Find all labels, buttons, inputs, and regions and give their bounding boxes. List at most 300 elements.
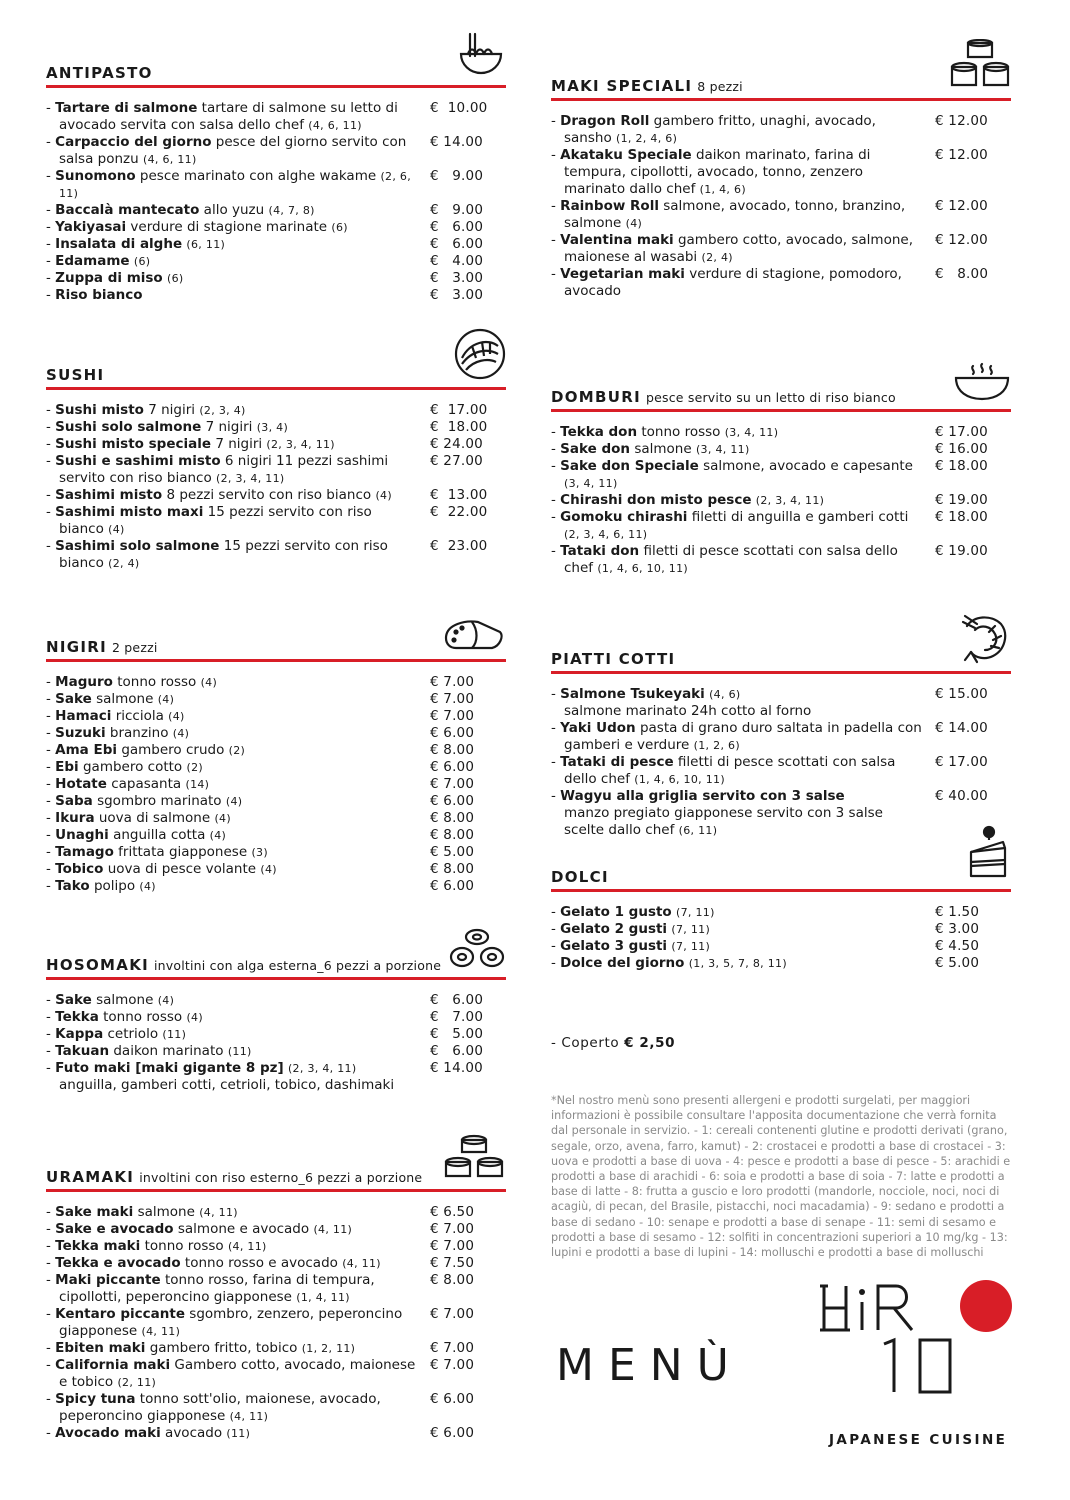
- item-allergens: (1, 4, 6, 10, 11): [597, 562, 688, 575]
- menu-item: [551, 509, 1011, 543]
- item-name: Rainbow Roll: [560, 198, 659, 214]
- menu-item: [46, 453, 506, 487]
- item-allergens: (1, 3, 5, 7, 8, 11): [688, 957, 787, 970]
- nigiri-icon: [442, 616, 506, 656]
- section-title: ANTIPASTO: [46, 64, 153, 82]
- item-list: [46, 992, 506, 1094]
- item-name: Ama Ebi: [55, 742, 118, 758]
- item-description: salmone, avocado, tonno, branzino, salmone: [564, 198, 906, 231]
- item-allergens: (11): [226, 1427, 251, 1440]
- item-price: € 6.00: [430, 878, 475, 894]
- item-price: € 14.00: [935, 720, 988, 736]
- item-description: Gambero cotto, avocado, maionese e tobico: [59, 1357, 416, 1390]
- menu-item-text: - Yakiyasai verdure di stagione marinate (6): [46, 219, 348, 235]
- item-allergens: (4): [225, 795, 243, 808]
- menu-item: [551, 147, 1011, 198]
- item-name: Tekka don: [560, 424, 638, 440]
- item-price: € 8.00: [430, 742, 475, 758]
- item-name: Sushi e sashimi misto: [55, 453, 221, 469]
- item-price: € 5.00: [430, 1026, 484, 1042]
- item-description: verdure di stagione marinate: [130, 219, 328, 235]
- item-list: [551, 904, 1011, 972]
- item-allergens: (4, 11): [227, 1240, 267, 1253]
- item-price: € 9.00: [430, 168, 484, 184]
- menu-item-text: - Kappa cetriolo (11): [46, 1026, 187, 1042]
- item-price: € 12.00: [935, 198, 988, 214]
- menu-item-text: - Vegetarian maki verdure di stagione, pomodoro, avocado: [551, 266, 902, 299]
- section-title: PIATTI COTTI: [551, 650, 676, 668]
- menu-item: [46, 1026, 506, 1043]
- shrimp-icon: [961, 612, 1011, 668]
- item-name: Gelato 3 gusti: [560, 938, 668, 954]
- item-description: pesce marinato con alghe wakame: [139, 168, 377, 184]
- item-description: uova di salmone: [98, 810, 211, 826]
- item-price: € 7.00: [430, 1009, 484, 1025]
- item-allergens: (4): [260, 863, 277, 876]
- item-allergens: (11): [227, 1045, 252, 1058]
- item-allergens: (2, 3, 4, 11): [755, 494, 825, 507]
- item-description: cetriolo: [107, 1026, 159, 1042]
- item-price: € 8.00: [935, 266, 989, 282]
- section-divider: [46, 1189, 506, 1192]
- item-name: Hamaci: [55, 708, 112, 724]
- section-header: [46, 1152, 506, 1192]
- item-price: € 7.00: [430, 776, 475, 792]
- menu-item: [551, 232, 1011, 266]
- item-allergens: (4, 6, 11): [142, 153, 197, 166]
- menu-item-text: - Insalata di alghe (6, 11): [46, 236, 226, 252]
- item-allergens: (1, 2, 11): [301, 1342, 356, 1355]
- menu-item: [551, 266, 1011, 300]
- item-price: € 12.00: [935, 147, 988, 163]
- item-name: Sake maki: [55, 1204, 134, 1220]
- menu-item: [551, 938, 1011, 955]
- item-name: Tekka maki: [55, 1238, 141, 1254]
- section-header: [46, 350, 506, 390]
- item-description: gambero cotto: [82, 759, 183, 775]
- item-price: € 10.00: [430, 100, 488, 116]
- section-title: HOSOMAKI involtini con alga esterna_6 pezzi a porzione: [46, 956, 442, 974]
- item-allergens: (4, 6): [709, 688, 741, 701]
- item-name: Edamame: [55, 253, 130, 269]
- item-allergens: (4, 11): [199, 1206, 238, 1219]
- section-header: [46, 940, 506, 980]
- item-price: € 18.00: [935, 458, 988, 474]
- menu-item-text: - Rainbow Roll salmone, avocado, tonno, branzino, salmone (4): [551, 198, 906, 231]
- item-description: allo yuzu: [203, 202, 265, 218]
- menu-item-text: - Sake salmone (4): [46, 691, 175, 707]
- item-price: € 15.00: [935, 686, 988, 702]
- item-price: € 14.00: [430, 134, 483, 150]
- menu-item: [46, 402, 506, 419]
- item-description: salmone: [137, 1204, 195, 1220]
- section-title: DOLCI: [551, 868, 609, 886]
- menu-item-text: - Salmone Tsukeyaki (4, 6) salmone marinato 24h cotto al forno: [551, 686, 812, 719]
- menu-item: [46, 1204, 506, 1221]
- menu-item: [46, 436, 506, 453]
- item-name: Sashimi misto maxi: [55, 504, 204, 520]
- item-description: sgombro, zenzero, peperoncino giapponese: [59, 1306, 403, 1339]
- item-allergens: (4, 11): [229, 1410, 269, 1423]
- item-allergens: (6): [133, 255, 151, 268]
- menu-item: [46, 168, 506, 202]
- menu-item: [46, 270, 506, 287]
- item-price: € 5.00: [430, 844, 475, 860]
- section-divider: [46, 659, 506, 662]
- menu-item: [46, 878, 506, 895]
- item-description: pesce del giorno servito con salsa ponzu: [59, 134, 407, 167]
- item-list: [551, 424, 1011, 577]
- item-price: € 3.00: [430, 287, 484, 303]
- section-divider: [551, 409, 1011, 412]
- item-price: € 7.00: [430, 1306, 475, 1322]
- item-name: Maguro: [55, 674, 113, 690]
- menu-item-text: - Tekka don tonno rosso (3, 4, 11): [551, 424, 779, 440]
- item-allergens: (4, 11): [313, 1223, 353, 1236]
- menu-item: [46, 100, 506, 134]
- section-divider: [551, 889, 1011, 892]
- menu-item: [551, 424, 1011, 441]
- item-description: salmone: [96, 691, 154, 707]
- menu-item-text: - Futo maki [maki gigante 8 pz] (2, 3, 4, 11) anguilla, gamberi cotti, cetrioli, tobico, dashimaki: [46, 1060, 395, 1093]
- menu-item-text: - Spicy tuna tonno sott'olio, maionese, avocado, peperoncino giapponese (4, 11): [46, 1391, 381, 1424]
- menu-item: [46, 1306, 506, 1340]
- menu-item: [46, 1391, 506, 1425]
- section-header: [46, 48, 506, 88]
- menu-item: [46, 691, 506, 708]
- item-price: € 7.00: [430, 1238, 475, 1254]
- item-list: [46, 1204, 506, 1442]
- section-title: DOMBURI pesce servito su un letto di riso bianco: [551, 388, 896, 406]
- item-allergens: (4): [108, 523, 125, 536]
- menu-item-text: - Valentina maki gambero cotto, avocado, salmone, maionese al wasabi (2, 4): [551, 232, 913, 265]
- item-name: Tataki don: [560, 543, 640, 559]
- menu-item: [551, 921, 1011, 938]
- menu-item-text: - Ikura uova di salmone (4): [46, 810, 231, 826]
- item-price: € 7.00: [430, 691, 475, 707]
- item-name: Ikura: [55, 810, 95, 826]
- item-allergens: (2, 4): [108, 557, 140, 570]
- item-name: Gomoku chirashi: [560, 509, 688, 525]
- menu-item-text: - Maguro tonno rosso (4): [46, 674, 218, 690]
- item-allergens: (2, 3, 4, 11): [266, 438, 335, 451]
- menu-item-text: - Hamaci ricciola (4): [46, 708, 185, 724]
- item-name: Sushi solo salmone: [55, 419, 202, 435]
- item-price: € 3.00: [430, 270, 484, 286]
- item-name: Sashimi misto: [55, 487, 163, 503]
- item-description: avocado: [165, 1425, 223, 1441]
- menu-item-text: - Chirashi don misto pesce (2, 3, 4, 11): [551, 492, 825, 508]
- item-allergens: (2, 3, 4, 11): [287, 1062, 357, 1075]
- item-name: Dolce del giorno: [560, 955, 685, 971]
- item-allergens: (2, 4): [701, 251, 733, 264]
- item-description: tonno rosso, farina di tempura, cipollotti, peperoncino giapponese: [59, 1272, 375, 1305]
- item-description: sgombro marinato: [97, 793, 222, 809]
- item-name: Tobico: [55, 861, 104, 877]
- menu-item: [46, 236, 506, 253]
- menu-item-text: - Sake maki salmone (4, 11): [46, 1204, 238, 1220]
- menu-item: [46, 793, 506, 810]
- item-allergens: (1, 2, 6): [693, 739, 740, 752]
- item-name: Tamago: [55, 844, 114, 860]
- item-name: Kentaro piccante: [55, 1306, 185, 1322]
- item-description: filetti di pesce scottati con salsa dello chef: [564, 543, 898, 576]
- item-name: Takuan: [55, 1043, 110, 1059]
- menu-item-text: - Tekka e avocado tonno rosso e avocado (4, 11): [46, 1255, 381, 1271]
- section-subtitle: involtini con riso esterno_6 pezzi a porzione: [139, 1170, 423, 1185]
- steaming-bowl-icon: [953, 362, 1011, 406]
- menu-item-text: - Hotate capasanta (14): [46, 776, 210, 792]
- menu-item-text: - Riso bianco: [46, 287, 143, 303]
- item-name: Baccalà mantecato: [55, 202, 200, 218]
- maki-stack-icon: [949, 39, 1011, 93]
- item-description: 15 pezzi servito con riso bianco: [59, 538, 388, 571]
- item-allergens: (1, 2, 4, 6): [616, 132, 678, 145]
- item-price: € 3.00: [935, 921, 980, 937]
- item-name: Salmone Tsukeyaki: [560, 686, 705, 702]
- menu-item: [46, 1272, 506, 1306]
- item-allergens: (4, 6, 11): [308, 119, 362, 132]
- menu-item: [551, 788, 1011, 839]
- item-description: daikon marinato: [113, 1043, 224, 1059]
- item-price: € 12.00: [935, 113, 988, 129]
- menu-item: [46, 1255, 506, 1272]
- menu-item: [46, 253, 506, 270]
- item-price: € 7.00: [430, 1340, 475, 1356]
- item-description: salmone: [96, 992, 154, 1008]
- item-name: Wagyu alla griglia servito con 3 salse: [560, 788, 845, 804]
- menu-item-text: - California maki Gambero cotto, avocado, maionese e tobico (2, 11): [46, 1357, 416, 1390]
- item-name: Sake: [55, 992, 92, 1008]
- menu-item: [551, 198, 1011, 232]
- item-price: € 24.00: [430, 436, 483, 452]
- item-name: Yakiyasai: [55, 219, 127, 235]
- item-allergens: (4): [214, 812, 231, 825]
- menu-item: [551, 492, 1011, 509]
- item-name: Akataku Speciale: [560, 147, 692, 163]
- item-description: frittata giapponese: [118, 844, 248, 860]
- menu-item: [46, 1009, 506, 1026]
- menu-item-text: - Yaki Udon pasta di grano duro saltata in padella con gamberi e verdure (1, 2, 6): [551, 720, 922, 753]
- menu-item-text: - Avocado maki avocado (11): [46, 1425, 251, 1441]
- menu-item-text: - Sake don salmone (3, 4, 11): [551, 441, 750, 457]
- menu-item-text: - Dolce del giorno (1, 3, 5, 7, 8, 11): [551, 955, 787, 971]
- menu-item-text: - Edamame (6): [46, 253, 151, 269]
- item-description: 7 nigiri: [205, 419, 253, 435]
- item-price: € 4.50: [935, 938, 980, 954]
- item-name: Unaghi: [55, 827, 109, 843]
- item-price: € 6.00: [430, 793, 475, 809]
- item-allergens: (6, 11): [678, 824, 718, 837]
- menu-item-text: - Ebiten maki gambero fritto, tobico (1, 2, 11): [46, 1340, 356, 1356]
- item-description: tonno rosso: [144, 1238, 224, 1254]
- item-price: € 6.00: [430, 236, 484, 252]
- menu-item: [46, 776, 506, 793]
- item-allergens: (4): [200, 676, 218, 689]
- item-allergens: (7, 11): [676, 906, 715, 919]
- menu-item-text: - Sushi e sashimi misto 6 nigiri 11 pezzi sashimi servito con riso bianco (2, 3, 4, 11): [46, 453, 389, 486]
- brand-tagline: JAPANESE CUISINE: [829, 1432, 1008, 1448]
- item-description: tonno rosso: [641, 424, 721, 440]
- item-name: Sashimi solo salmone: [55, 538, 220, 554]
- item-name: Gelato 2 gusti: [560, 921, 668, 937]
- item-description: tonno rosso e avocado: [184, 1255, 338, 1271]
- item-description: gambero fritto, tobico: [149, 1340, 298, 1356]
- menu-item: [46, 1425, 506, 1442]
- section-subtitle: 8 pezzi: [697, 79, 743, 94]
- menu-item-text: - Sake don Speciale salmone, avocado e capesante (3, 4, 11): [551, 458, 913, 490]
- item-name: Sake e avocado: [55, 1221, 174, 1237]
- item-price: € 4.00: [430, 253, 484, 269]
- item-description: pasta di grano duro saltata in padella con gamberi e verdure: [564, 720, 922, 753]
- menu-item-text: - Ama Ebi gambero crudo (2): [46, 742, 246, 758]
- item-name: Sushi misto: [55, 402, 144, 418]
- item-price: € 5.00: [935, 955, 980, 971]
- item-list: [46, 100, 506, 304]
- item-allergens: (7, 11): [671, 923, 711, 936]
- menu-item: [46, 287, 506, 304]
- item-price: € 19.00: [935, 492, 988, 508]
- item-allergens: (4): [375, 489, 392, 502]
- item-name: Ebiten maki: [55, 1340, 146, 1356]
- item-allergens: (1, 4, 6): [699, 183, 746, 196]
- item-name: Sake don Speciale: [560, 458, 699, 474]
- item-description: polipo: [93, 878, 136, 894]
- item-description: tonno sott'olio, maionese, avocado, peperoncino giapponese: [59, 1391, 381, 1424]
- item-name: Maki piccante: [55, 1272, 161, 1288]
- item-allergens: (2): [228, 744, 246, 757]
- item-price: € 17.00: [935, 754, 988, 770]
- item-description: salmone, avocado e capesante: [703, 458, 913, 474]
- item-price: € 22.00: [430, 504, 488, 520]
- menu-item-text: - Unaghi anguilla cotta (4): [46, 827, 227, 843]
- menu-item: [46, 810, 506, 827]
- item-description: daikon marinato, farina di tempura, cipollotti, avocado, tonno, zenzero marinato dallo chef: [564, 147, 871, 197]
- item-description: filetti di pesce scottati con salsa dello chef: [564, 754, 896, 787]
- menu-item-text: - Sunomono pesce marinato con alghe wakame (2, 6, 11): [46, 168, 412, 200]
- item-name: Insalata di alghe: [55, 236, 183, 252]
- menu-item-text: - Dragon Roll gambero fritto, unaghi, avocado, sansho (1, 2, 4, 6): [551, 113, 876, 146]
- item-price: € 8.00: [430, 861, 475, 877]
- item-allergens: (4, 7, 8): [268, 204, 315, 217]
- item-description: tonno rosso: [117, 674, 197, 690]
- item-name: Dragon Roll: [560, 113, 650, 129]
- item-price: € 1.50: [935, 904, 980, 920]
- item-name: Chirashi don misto pesce: [560, 492, 752, 508]
- item-name: Sake don: [560, 441, 631, 457]
- item-price: € 6.00: [430, 992, 484, 1008]
- item-allergens: (2, 3, 4, 11): [216, 472, 285, 485]
- item-price: € 9.00: [430, 202, 484, 218]
- item-name: Carpaccio del giorno: [55, 134, 212, 150]
- item-name: Kappa: [55, 1026, 104, 1042]
- section-title: URAMAKI involtini con riso esterno_6 pezzi a porzione: [46, 1168, 423, 1186]
- item-allergens: (1, 4, 11): [296, 1291, 350, 1304]
- item-name: Spicy tuna: [55, 1391, 136, 1407]
- menu-item-text: - Sushi misto speciale 7 nigiri (2, 3, 4, 11): [46, 436, 335, 452]
- noodle-bowl-icon: [456, 32, 506, 82]
- section-header: [46, 622, 506, 662]
- menu-item-text: - Tamago frittata giapponese (3): [46, 844, 268, 860]
- item-allergens: (4, 11): [141, 1325, 181, 1338]
- menu-item: [551, 686, 1011, 720]
- item-name: Hotate: [55, 776, 107, 792]
- item-price: € 7.50: [430, 1255, 475, 1271]
- section-header: [551, 634, 1011, 674]
- menu-item: [46, 992, 506, 1009]
- item-allergens: (3, 4, 11): [724, 426, 779, 439]
- item-allergens: (3, 4): [256, 421, 289, 434]
- item-name: Tartare di salmone: [55, 100, 198, 116]
- menu-item: [551, 458, 1011, 492]
- item-description: 8 pezzi servito con riso bianco: [166, 487, 372, 503]
- item-price: € 8.00: [430, 1272, 475, 1288]
- menu-item: [551, 543, 1011, 577]
- menu-item-text: - Tekka maki tonno rosso (4, 11): [46, 1238, 267, 1254]
- menu-item: [46, 1221, 506, 1238]
- menu-item: [46, 1238, 506, 1255]
- hiro-logo: [820, 1280, 1020, 1404]
- item-name: Suzuki: [55, 725, 106, 741]
- item-description: 6 nigiri 11 pezzi sashimi servito con riso bianco: [59, 453, 389, 486]
- item-price: € 8.00: [430, 827, 475, 843]
- item-allergens: (2, 3, 4, 6, 11): [564, 528, 648, 541]
- item-name: Vegetarian maki: [560, 266, 685, 282]
- menu-item-text: - Zuppa di miso (6): [46, 270, 184, 286]
- item-allergens: (2, 6, 11): [59, 170, 412, 200]
- section-header: [551, 852, 1011, 892]
- menu-item: [46, 759, 506, 776]
- item-name: Tataki di pesce: [560, 754, 674, 770]
- item-description: salmone: [634, 441, 692, 457]
- menu-item-text: - Gelato 3 gusti (7, 11): [551, 938, 711, 954]
- item-description: tartare di salmone su letto di avocado servita con salsa dello chef: [59, 100, 398, 133]
- item-description: ricciola: [115, 708, 164, 724]
- item-name: Valentina maki: [560, 232, 674, 248]
- item-allergens: (4): [186, 1011, 203, 1024]
- item-name: Tekka e avocado: [55, 1255, 181, 1271]
- uramaki-rolls-icon: [442, 1134, 506, 1186]
- menu-item: [46, 742, 506, 759]
- menu-item: [46, 487, 506, 504]
- item-name: Riso bianco: [55, 287, 143, 303]
- item-price: € 27.00: [430, 453, 483, 469]
- item-description: anguilla, gamberi cotti, cetrioli, tobico, dashimaki: [59, 1077, 395, 1093]
- item-allergens: (2, 3, 4): [199, 404, 246, 417]
- item-allergens: (6): [167, 272, 184, 285]
- item-allergens: (1, 4, 6, 10, 11): [634, 773, 725, 786]
- item-list: [551, 113, 1011, 300]
- menu-item-text: - Tartare di salmone tartare di salmone su letto di avocado servita con salsa dello chef (4, 6, 11): [46, 100, 398, 133]
- item-allergens: (11): [162, 1028, 187, 1041]
- item-description: verdure di stagione, pomodoro, avocado: [564, 266, 902, 299]
- menu-item-text: - Tataki di pesce filetti di pesce scottati con salsa dello chef (1, 4, 6, 10, 11): [551, 754, 896, 787]
- menu-item: [46, 1060, 506, 1094]
- item-name: Zuppa di miso: [55, 270, 163, 286]
- menu-item-text: - Tataki don filetti di pesce scottati con salsa dello chef (1, 4, 6, 10, 11): [551, 543, 898, 576]
- item-price: € 7.00: [430, 1221, 475, 1237]
- menu-item: [46, 134, 506, 168]
- item-name: Sake: [55, 691, 92, 707]
- menu-title: MENÙ: [556, 1340, 743, 1391]
- item-description: salmone e avocado: [177, 1221, 310, 1237]
- item-price: € 6.00: [430, 759, 475, 775]
- item-name: Saba: [55, 793, 93, 809]
- item-name: Avocado maki: [55, 1425, 161, 1441]
- menu-item-text: - Baccalà mantecato allo yuzu (4, 7, 8): [46, 202, 315, 218]
- item-name: Tekka: [55, 1009, 99, 1025]
- item-allergens: (4): [209, 829, 227, 842]
